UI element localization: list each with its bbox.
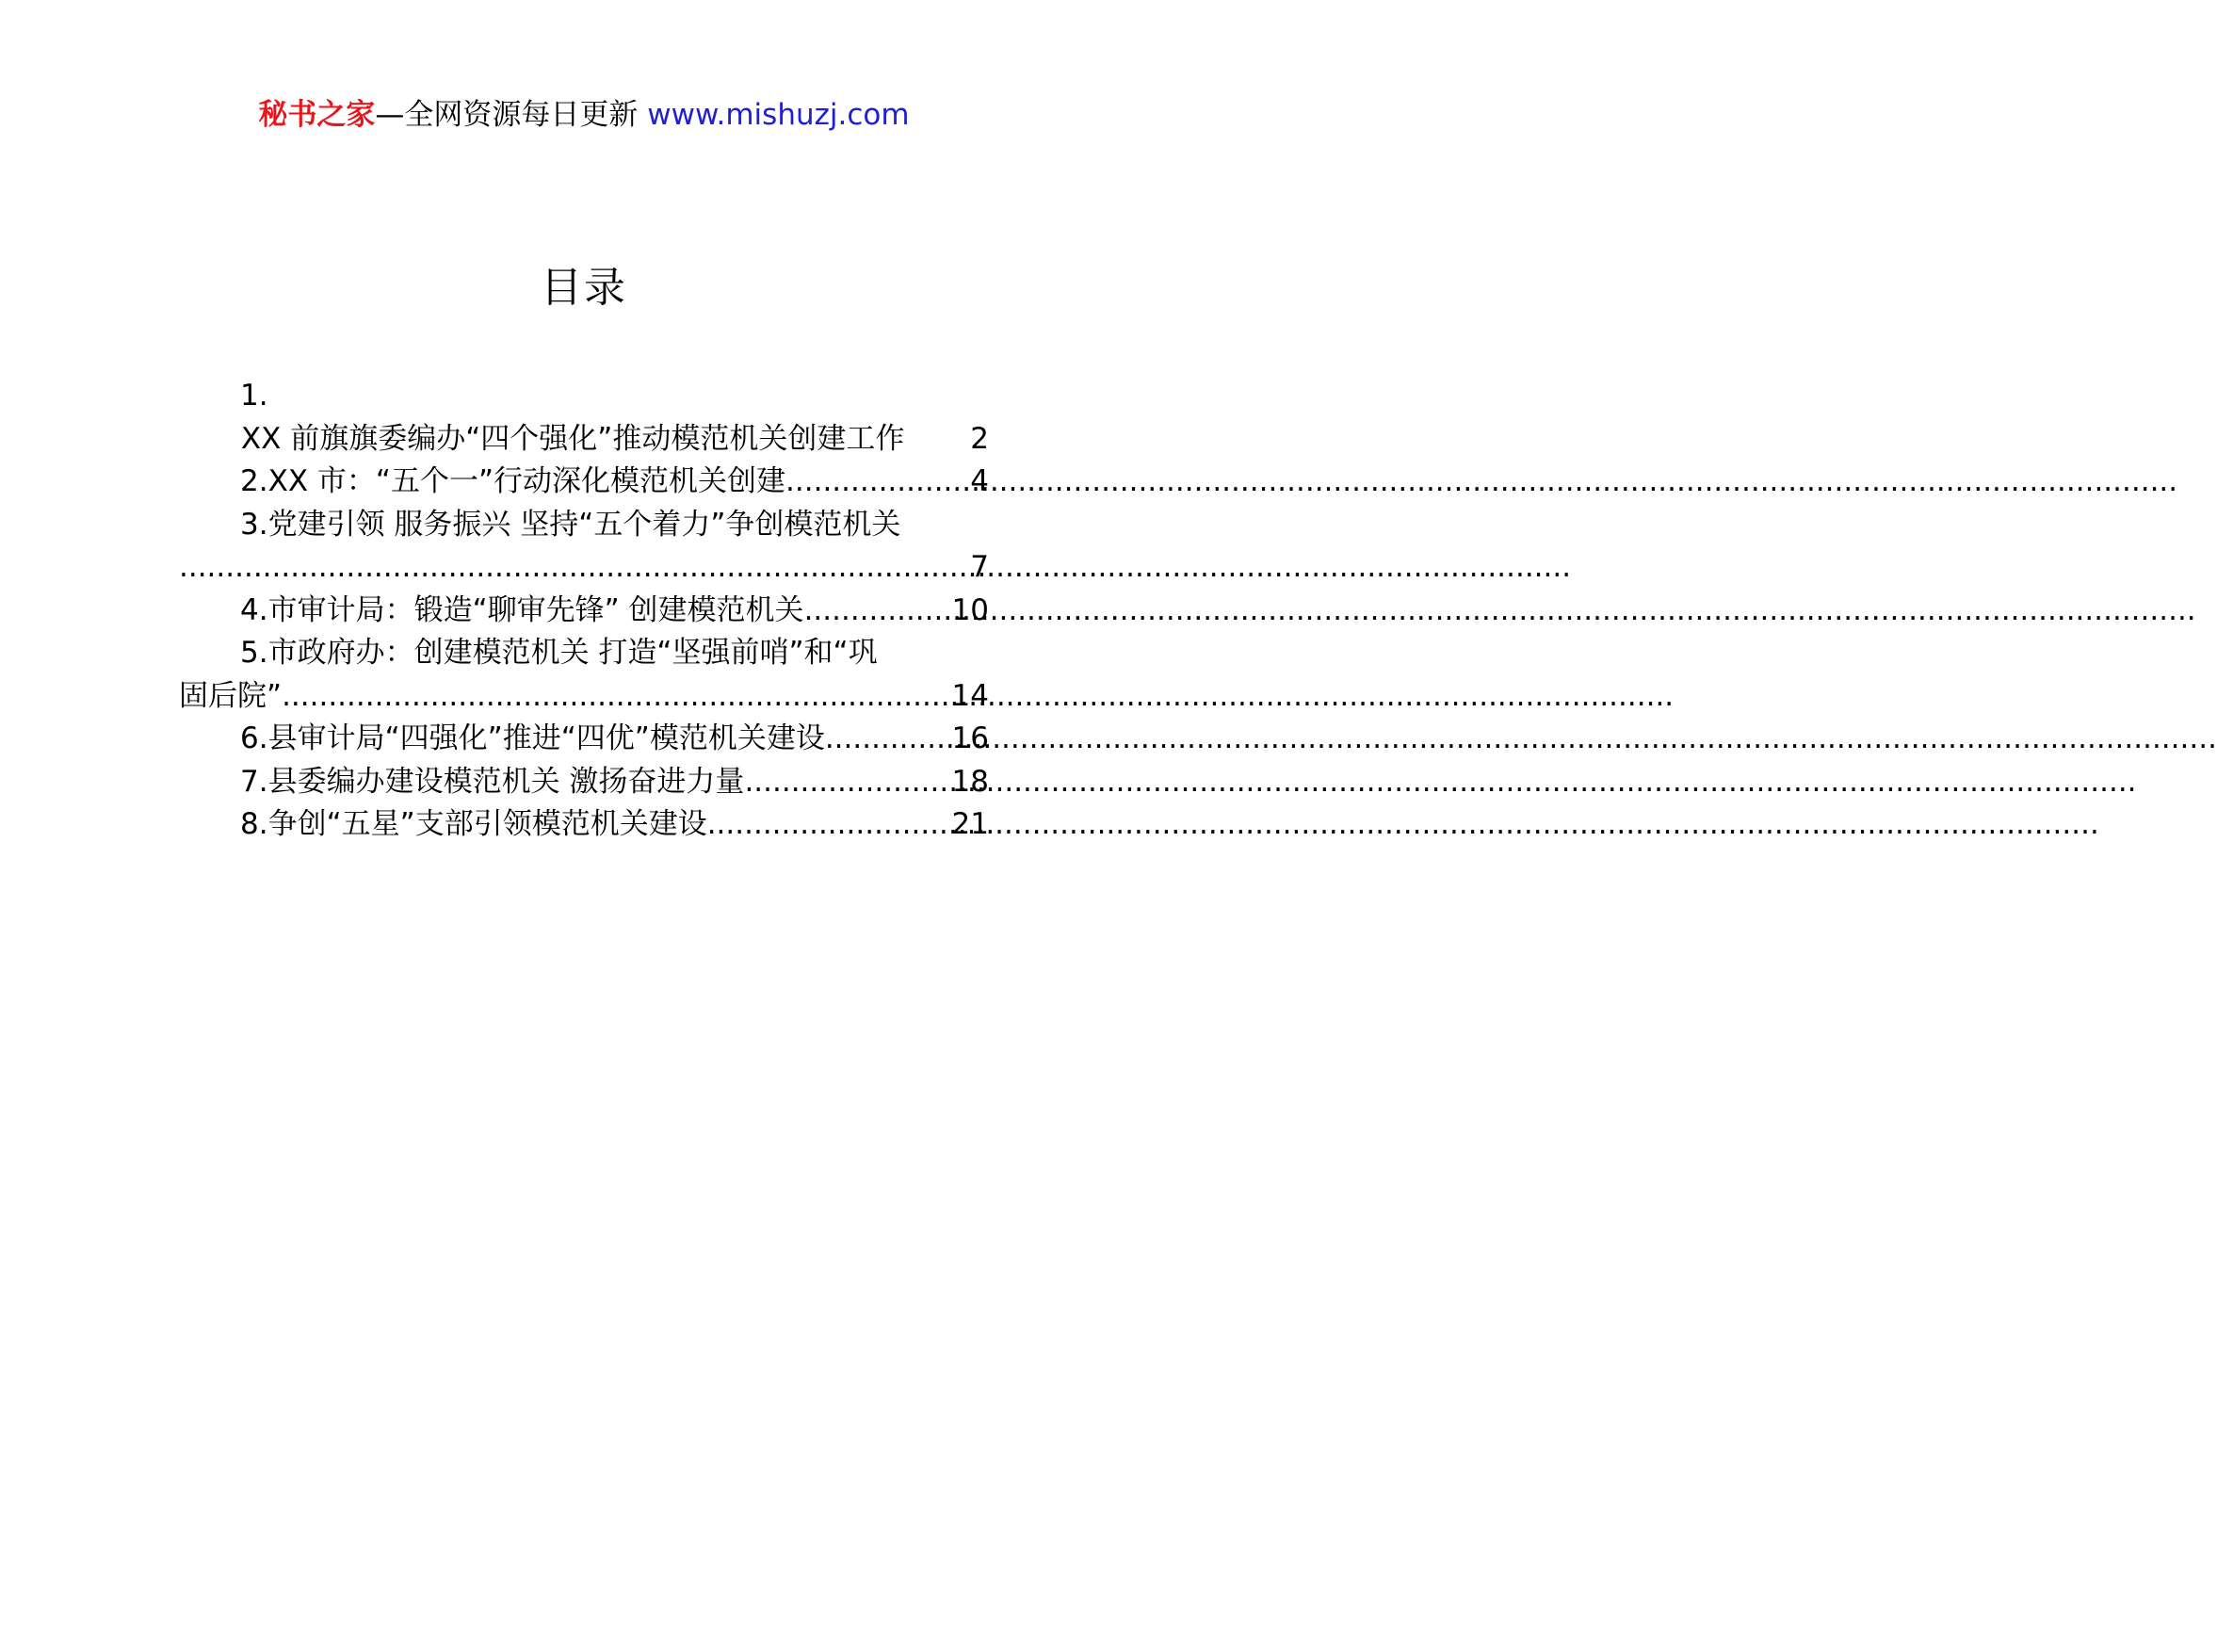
toc-entry-5-title: 5.市政府办：创建模范机关 打造“坚强前哨”和“巩 <box>240 636 878 670</box>
toc-dot-leader <box>282 675 951 719</box>
site-banner <box>0 96 1168 134</box>
toc-entry-5-page: 14 <box>951 678 989 713</box>
toc-entry-8-page: 21 <box>951 807 989 841</box>
toc-entry-7-page: 18 <box>951 764 989 799</box>
toc-entry-5-page-line[interactable] <box>179 675 989 719</box>
toc-entry-4-title: 4.市审计局：锻造“聊审先锋” 创建模范机关 <box>240 592 804 627</box>
toc-entry-4-page: 10 <box>951 592 989 627</box>
toc-entry-1-title-line[interactable] <box>179 418 989 462</box>
toc-entry-3-page-line[interactable] <box>179 546 989 590</box>
toc-dot-leader <box>179 546 970 590</box>
toc-entry-3-title: 3.党建引领 服务振兴 坚持“五个着力”争创模范机关 <box>240 507 901 542</box>
toc-entry-2-page: 4 <box>970 464 989 498</box>
toc-entry-4[interactable] <box>179 590 989 633</box>
toc-entry-6-page: 16 <box>951 721 989 755</box>
toc-entry-1-title: XX 前旗旗委编办“四个强化”推动模范机关创建工作 <box>240 421 905 456</box>
toc-entry-7-title: 7.县委编办建设模范机关 激扬奋进力量 <box>240 764 745 799</box>
toc-entry-5-title-continued: 固后院” <box>179 678 283 713</box>
banner-tagline: —全网资源每日更新 <box>375 98 648 132</box>
toc-entry-2-title: 2.XX 市：“五个一”行动深化模范机关创建 <box>240 464 786 498</box>
toc-dot-leader <box>804 590 952 633</box>
toc-entry-6-title: 6.县审计局“四强化”推进“四优”模范机关建设 <box>240 721 825 755</box>
toc-entry-6[interactable] <box>179 718 989 761</box>
toc-entry-5-title-line[interactable] <box>179 632 989 675</box>
brand-name: 秘书之家 <box>258 98 376 132</box>
toc-entry-1-page: 2 <box>970 421 989 456</box>
toc-entry-8-title: 8.争创“五星”支部引领模范机关建设 <box>240 807 707 841</box>
toc-entry-2[interactable] <box>179 461 989 504</box>
toc-title: 目录 <box>541 264 627 312</box>
toc-dot-leader <box>785 461 970 504</box>
toc-entry-7[interactable] <box>179 761 989 804</box>
table-of-contents <box>179 375 989 847</box>
toc-entry-3-title-line[interactable] <box>179 504 989 547</box>
site-url-link[interactable]: www.mishuzj.com <box>647 98 910 132</box>
toc-entry-8[interactable] <box>179 803 989 847</box>
toc-entry-3-page: 7 <box>970 550 989 584</box>
toc-dot-leader <box>707 803 952 847</box>
toc-dot-leader <box>825 718 952 761</box>
toc-entry-1-number: 1. <box>240 379 268 413</box>
toc-entry-1-number-line[interactable] <box>179 375 989 418</box>
toc-dot-leader <box>744 761 951 804</box>
